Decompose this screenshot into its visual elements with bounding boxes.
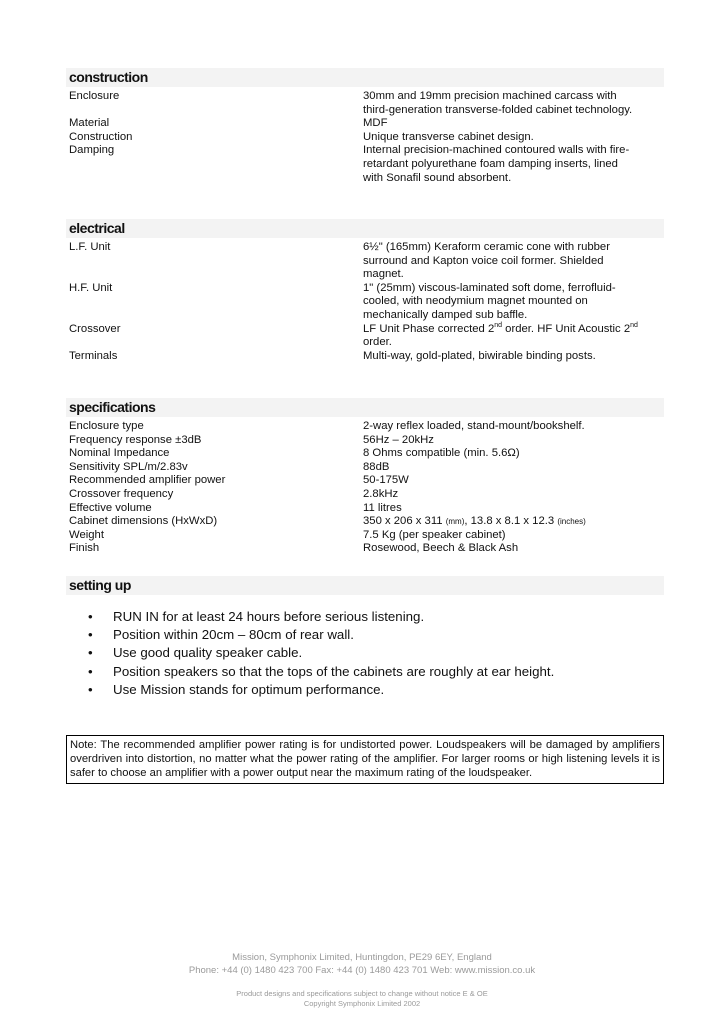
construction-section [66, 68, 664, 185]
spec-row [66, 542, 664, 556]
value-text: LF Unit Phase corrected 2 [363, 322, 495, 335]
spec-row [66, 502, 664, 516]
ordinal-suffix: nd [494, 321, 503, 329]
spec-row [66, 461, 664, 475]
value-line: mechanically damped sub baffle. [363, 308, 528, 321]
row-value [363, 282, 664, 323]
list-item [66, 681, 664, 699]
value-text: 350 x 206 x 311 [363, 515, 443, 528]
row-value: 11 litres [363, 501, 402, 514]
spec-row [66, 241, 664, 282]
list-item-text: Position speakers so that the tops of the cabinets are roughly at ear height. [113, 663, 555, 679]
value-line: 1" (25mm) viscous-laminated soft dome, ferrofluid- [363, 281, 616, 294]
row-value: Rosewood, Beech & Black Ash [363, 542, 519, 555]
list-item [66, 626, 664, 644]
value-line: MDF [363, 117, 388, 130]
row-value: 88dB [363, 460, 390, 473]
bullet-icon: • [88, 627, 93, 643]
electrical-heading: electrical [66, 219, 664, 238]
amplifier-note: Note: The recommended amplifier power rating is for undistorted power. Loudspeakers will be damaged by amplifiers overdriven into distortion, no matter what the power rating of the amplifier. For larger rooms or high listening levels it is safer to choose an amplifier with a power output near the maximum rating of the loudspeaker. [66, 735, 664, 784]
list-item [66, 663, 664, 681]
row-label: Damping [69, 144, 115, 157]
row-value: 8 Ohms compatible (min. 5.6Ω) [363, 447, 520, 460]
ordinal-suffix: nd [630, 321, 638, 329]
value-text: order. HF Unit Acoustic 2 [502, 322, 631, 335]
row-value: 56Hz – 20kHz [363, 433, 434, 446]
value-line: Internal precision-machined contoured walls with fire- [363, 144, 630, 157]
value-line: Unique transverse cabinet design. [363, 130, 534, 143]
spec-row [66, 117, 664, 131]
list-item-text: RUN IN for at least 24 hours before serious listening. [113, 609, 425, 624]
list-item-text: Use Mission stands for optimum performance. [113, 681, 385, 697]
row-label: Frequency response ±3dB [69, 433, 202, 446]
spec-row [66, 447, 664, 461]
value-text: , 13.8 x 8.1 x 12.3 [464, 515, 555, 528]
row-value: Multi-way, gold-plated, biwirable binding posts. [363, 349, 596, 362]
value-line: cooled, with neodymium magnet mounted on [363, 295, 588, 308]
spec-row [66, 144, 664, 185]
row-value: 7.5 Kg (per speaker cabinet) [363, 528, 506, 541]
row-label: Effective volume [69, 501, 152, 514]
specifications-section [66, 398, 664, 556]
row-value [363, 131, 664, 145]
row-label: Cabinet dimensions (HxWxD) [69, 515, 218, 528]
spec-row [66, 323, 664, 350]
row-label: Crossover frequency [69, 487, 174, 500]
row-label: L.F. Unit [69, 241, 111, 253]
legal-footer [0, 989, 724, 1009]
setting-up-heading: setting up [66, 576, 664, 595]
row-value [363, 323, 664, 350]
value-line: 6½" (165mm) Keraform ceramic cone with rubber [363, 241, 610, 253]
spec-row [66, 420, 664, 434]
construction-heading: construction [66, 68, 664, 87]
setup-list [66, 608, 664, 699]
row-label: Sensitivity SPL/m/2.83v [69, 460, 188, 473]
value-line: magnet. [363, 268, 404, 281]
list-item-text: Use good quality speaker cable. [113, 645, 303, 661]
row-value: 2-way reflex loaded, stand-mount/bookshelf. [363, 420, 585, 432]
row-value: 2.8kHz [363, 487, 399, 500]
spec-row [66, 488, 664, 502]
value-line [363, 323, 664, 337]
spec-row [66, 474, 664, 488]
row-label: Finish [69, 542, 100, 555]
value-line: third-generation transverse-folded cabinet technology. [363, 103, 633, 116]
row-label: Weight [69, 528, 104, 541]
row-label: Recommended amplifier power [69, 474, 226, 487]
spec-row [66, 529, 664, 543]
row-value [363, 241, 664, 282]
row-label: Crossover [69, 322, 121, 335]
value-line: retardant polyurethane foam damping inserts, lined [363, 157, 618, 170]
specifications-heading: specifications [66, 398, 664, 417]
value-line: 30mm and 19mm precision machined carcass with [363, 90, 617, 102]
spec-row [66, 515, 664, 529]
value-line: order. [363, 336, 392, 349]
electrical-section [66, 219, 664, 363]
company-footer [0, 952, 724, 977]
value-line: surround and Kapton voice coil former. Shielded [363, 254, 604, 267]
list-item-text: Position within 20cm – 80cm of rear wall. [113, 627, 354, 643]
row-label: Terminals [69, 349, 118, 362]
bullet-icon: • [88, 663, 93, 679]
bullet-icon: • [88, 609, 93, 624]
row-value [363, 117, 664, 131]
bullet-icon: • [88, 681, 93, 697]
list-item [66, 608, 664, 626]
row-label: Material [69, 117, 110, 130]
row-label: Construction [69, 130, 133, 143]
footer-disclaimer: Product designs and specifications subject to change without notice E & OE [236, 989, 488, 998]
row-value [363, 90, 664, 117]
row-label: Enclosure [69, 90, 120, 102]
row-label: Nominal Impedance [69, 447, 170, 460]
row-label: Enclosure type [69, 420, 144, 432]
spec-row [66, 350, 664, 364]
footer-address: Mission, Symphonix Limited, Huntingdon, PE29 6EY, England [232, 952, 492, 963]
value-line: with Sonafil sound absorbent. [363, 171, 512, 184]
setting-up-section [66, 576, 664, 699]
spec-row [66, 282, 664, 323]
spec-row [66, 434, 664, 448]
spec-row [66, 90, 664, 117]
row-label: H.F. Unit [69, 281, 113, 294]
footer-contact: Phone: +44 (0) 1480 423 700 Fax: +44 (0) 1480 423 701 Web: www.mission.co.uk [188, 964, 536, 976]
row-value: 50-175W [363, 474, 409, 487]
spec-row [66, 131, 664, 145]
bullet-icon: • [88, 645, 93, 661]
list-item [66, 644, 664, 662]
row-value [363, 515, 664, 529]
footer-copyright: Copyright Symphonix Limited 2002 [303, 999, 421, 1008]
row-value [363, 144, 664, 185]
unit-text: (inches) [557, 517, 586, 527]
unit-text: (mm) [445, 517, 465, 527]
